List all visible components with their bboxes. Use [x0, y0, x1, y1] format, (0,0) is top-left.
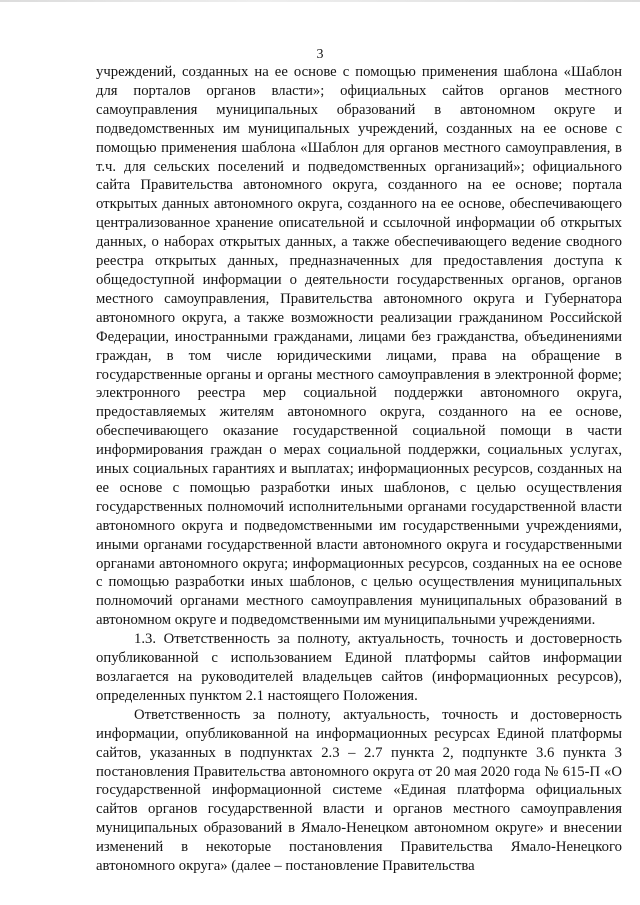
paragraph-continuation: учреждений, созданных на ее основе с помощью применения шаблона «Шаблон для порталов органов власти»; официальных сайтов органов местного самоуправления муниципальных образований в автономном округе и подведомственных им муниципальных учреждений, созданных на ее основе с помощью применения шаблона «Шаблон для органов местного самоуправления, в т.ч. для сельских поселений и подведомственных организаций»; официального сайта Правительства автономного округа, созданного на ее основе; портала открытых данных автономного округа, созданного на ее основе, обеспечивающего централизованное хранение описательной и ссылочной информации об открытых данных, о наборах открытых данных, а также обеспечивающего ведение сводного реестра открытых данных, предназначенных для предоставления доступа к общедоступной информации о деятельности государственных органов, органов местного самоуправления, Правительства автономного округа и Губернатора автономного округа, а также возможности реализации гражданином Российской Федерации, иностранными гражданами, лицами без гражданства, объединениями граждан, в том числе юридическими лицами, права на обращение в государственные органы и органы местного самоуправления в электронной форме; электронного реестра мер социальной поддержки автономного округа, предоставляемых жителям автономного округа, созданного на ее основе, обеспечивающего оказание государственной социальной помощи в части информирования граждан о мерах социальной поддержки, социальных услугах, иных социальных гарантиях и выплатах; информационных ресурсов, созданных на ее основе с помощью разработки иных шаблонов, с целью осуществления государственных полномочий исполнительными органами государственной власти автономного округа и подведомственными им государственными учреждениями, иными органами государственной власти автономного округа и государственными органами автономного округа; информационных ресурсов, созданных на ее основе с помощью разработки иных шаблонов, с целью осуществления муниципальных полномочий органами местного самоуправления муниципальных образований в автономном округе и подведомственными им муниципальными учреждениями.: [96, 64, 622, 629]
page-number: 3: [316, 47, 324, 62]
document-body: [96, 63, 622, 876]
top-edge-line: [0, 0, 640, 2]
paragraph-responsibility: Ответственность за полноту, актуальность, точность и достоверность информации, опубликованной на информационных ресурсах Единой платформы сайтов, указанных в подпунктах 2.3 – 2.7 пункта 2, подпункте 3.6 пункта 3 постановления Правительства автономного округа от 20 мая 2020 года № 615-П «О государственной информационной системе «Единая платформа официальных сайтов органов государственной власти и органов местного самоуправления муниципальных образований в Ямало-Ненецком автономном округе» и внесении изменений в некоторые постановления Правительства Ямало-Ненецкого автономного округа» (далее – постановление Правительства: [96, 706, 622, 875]
paragraph-section-1-3: 1.3. Ответственность за полноту, актуальность, точность и достоверность опубликованной с использованием Единой платформы сайтов информации возлагается на руководителей владельцев сайтов (информационных ресурсов), определенных пунктом 2.1 настоящего Положения.: [96, 631, 622, 704]
